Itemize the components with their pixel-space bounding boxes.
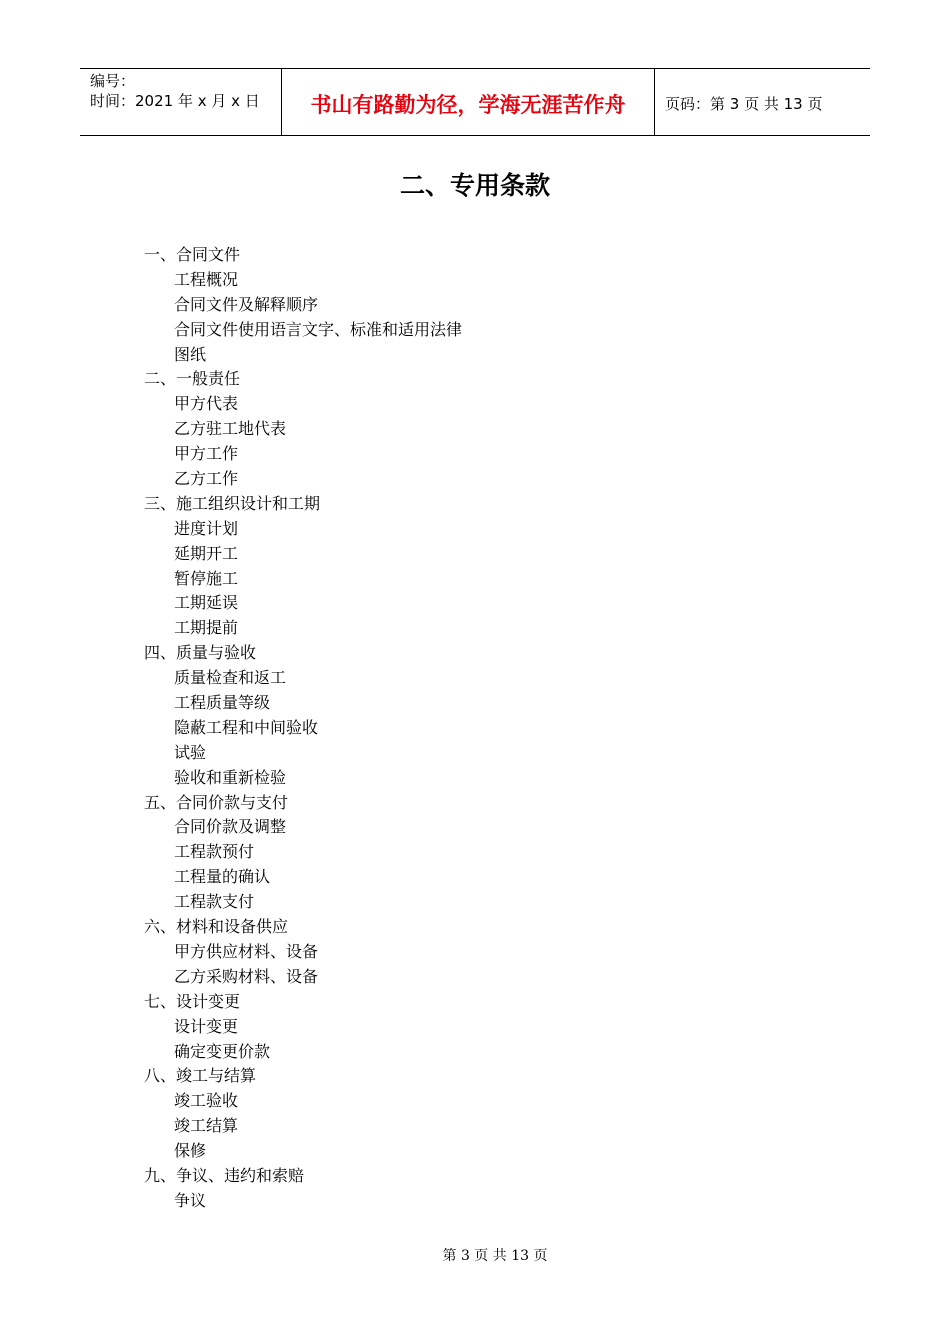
list-item: 延期开工 <box>174 543 239 563</box>
section-heading: 一、合同文件 <box>144 245 241 264</box>
section-heading: 七、设计变更 <box>144 991 241 1011</box>
list-item: 乙方采购材料、设备 <box>174 966 319 986</box>
list-item: 工程款预付 <box>174 842 255 862</box>
list-item: 甲方供应材料、设备 <box>174 941 319 961</box>
list-item: 竣工验收 <box>174 1091 239 1111</box>
list-item: 乙方驻工地代表 <box>174 419 287 439</box>
header-meta <box>80 69 282 135</box>
list-item: 甲方代表 <box>174 394 239 414</box>
section-heading: 五、合同价款与支付 <box>144 792 289 812</box>
section-heading: 三、施工组织设计和工期 <box>144 493 321 513</box>
list-item: 合同文件使用语言文字、标准和适用法律 <box>174 319 463 339</box>
page-footer: 第 3 页 共 13 页 <box>442 1248 548 1264</box>
list-item: 甲方工作 <box>174 444 239 464</box>
list-item: 确定变更价款 <box>174 1041 271 1061</box>
header-motto: 书山有路勤为径，学海无涯苦作舟 <box>282 69 655 135</box>
section-heading: 四、质量与验收 <box>144 643 257 663</box>
number-label: 编号： <box>90 72 136 90</box>
list-item: 工程质量等级 <box>174 693 271 713</box>
list-item: 合同文件及解释顺序 <box>174 294 319 314</box>
time-label: 时间：2021 年 x 月 x 日 <box>90 92 260 110</box>
list-item: 图纸 <box>174 344 207 364</box>
list-item: 争议 <box>174 1190 207 1210</box>
list-item: 工程量的确认 <box>174 867 271 887</box>
list-item: 设计变更 <box>174 1016 239 1036</box>
clause-list <box>0 243 950 1214</box>
page-header <box>80 68 870 136</box>
list-item: 竣工结算 <box>174 1116 239 1136</box>
page-title: 二、专用条款 <box>399 171 550 200</box>
section-heading: 九、争议、违约和索赔 <box>144 1165 305 1185</box>
list-item: 保修 <box>174 1141 207 1161</box>
list-item: 乙方工作 <box>174 469 239 489</box>
list-item: 进度计划 <box>174 518 239 538</box>
list-item: 工程概况 <box>174 269 239 289</box>
list-item: 隐蔽工程和中间验收 <box>174 717 319 737</box>
section-heading: 六、材料和设备供应 <box>144 917 289 937</box>
section-heading: 八、竣工与结算 <box>144 1066 257 1086</box>
list-item: 合同价款及调整 <box>174 817 287 837</box>
list-item: 工期提前 <box>174 618 239 638</box>
list-item: 质量检查和返工 <box>174 668 287 688</box>
list-item: 暂停施工 <box>174 568 239 588</box>
list-item: 验收和重新检验 <box>174 767 287 787</box>
list-item: 试验 <box>174 742 207 762</box>
list-item: 工期延误 <box>174 593 239 613</box>
list-item: 工程款支付 <box>174 892 255 912</box>
section-heading: 二、一般责任 <box>144 369 241 389</box>
header-page-info: 页码：第 3 页 共 13 页 <box>665 94 823 113</box>
